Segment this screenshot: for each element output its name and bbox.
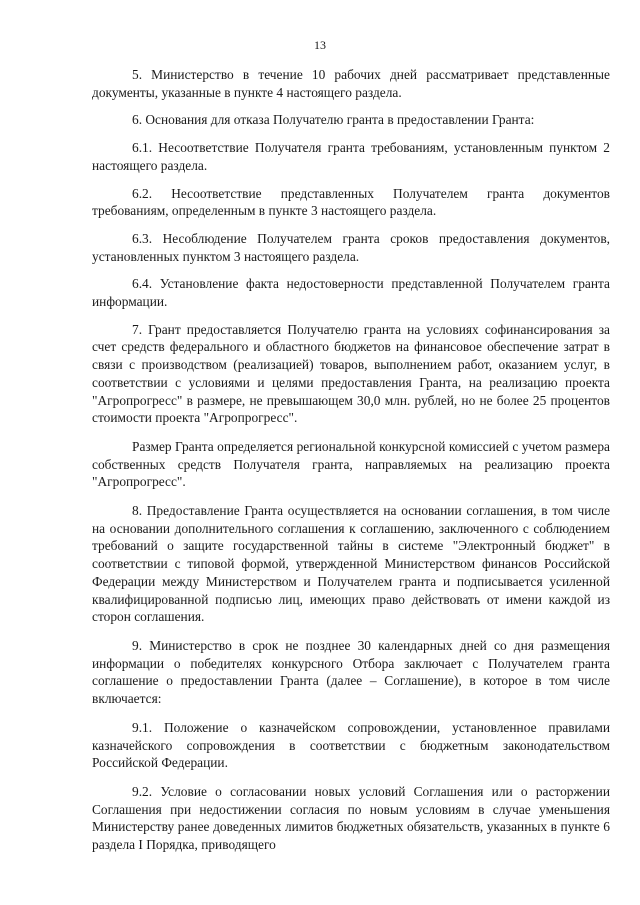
paragraph-6-4: 6.4. Установление факта недостоверности представленной Получателем гранта информации. xyxy=(92,276,610,310)
paragraph-6: 6. Основания для отказа Получателю гранта в предоставлении Гранта: xyxy=(132,112,535,128)
paragraph-5: 5. Министерство в течение 10 рабочих дней рассматривает представленные документы, указанные в пункте 4 настоящего раздела. xyxy=(92,67,610,100)
paragraph-7: 7. Грант предоставляется Получателю гранта на условиях софинансирования за счет средств федерального и областного бюджетов на финансовое обеспечение затрат в связи с производством (реализацией) товаров, выполнением работ, оказанием услуг, в соответствии с условиями и целями предоставления Гранта, на реализацию проекта "Агропрогресс" в размере, не превышающем 30,0 млн. рублей, но не более 25 процентов стоимости проекта "Агропрогресс". xyxy=(92,321,610,426)
page-number: 13 xyxy=(314,38,326,52)
paragraph-9: 9. Министерство в срок не позднее 30 календарных дней со дня размещения информации о победителях конкурсного Отбора заключает с Получателем гранта соглашение о предоставлении Гранта (далее – Соглашение), в которое в том числе включается: xyxy=(92,637,610,707)
paragraph-9-2: 9.2. Условие о согласовании новых условий Соглашения или о расторжении Соглашения при недостижении согласия по новым условиям в случае уменьшения Министерству ранее доведенных лимитов бюджетных обязательств, указанных в пункте 6 раздела I Порядка, приводящего xyxy=(92,783,610,853)
paragraph-grant-size: Размер Гранта определяется региональной конкурсной комиссией с учетом размера собственных средств Получателя гранта, направляемых на реализацию проекта "Агропрогресс". xyxy=(92,438,610,490)
paragraph-9-1: 9.1. Положение о казначейском сопровождении, установленное правилами казначейского сопровождения в соответствии с бюджетным законодательством Российской Федерации. xyxy=(92,719,610,771)
document-body xyxy=(92,66,610,854)
paragraph-6-2: 6.2. Несоответствие представленных Получателем гранта документов требованиям, определенным в пункте 3 настоящего раздела. xyxy=(92,185,610,219)
paragraph-6-1: 6.1. Несоответствие Получателя гранта требованиям, установленным пунктом 2 настоящего раздела. xyxy=(92,140,610,173)
paragraph-6-3: 6.3. Несоблюдение Получателем гранта сроков предоставления документов, установленных пунктом 3 настоящего раздела. xyxy=(92,230,610,264)
paragraph-8: 8. Предоставление Гранта осуществляется на основании соглашения, в том числе на основании дополнительного соглашения к соглашению, заключенного с соблюдением требований о защите государственной тайны в системе "Электронный бюджет" в соответствии с типовой формой, утвержденной Министерством финансов Российской Федерации между Министерством и Получателем гранта и подписывается усиленной квалифицированной подписью лиц, имеющих право действовать от имени каждой из сторон соглашения. xyxy=(92,503,610,625)
